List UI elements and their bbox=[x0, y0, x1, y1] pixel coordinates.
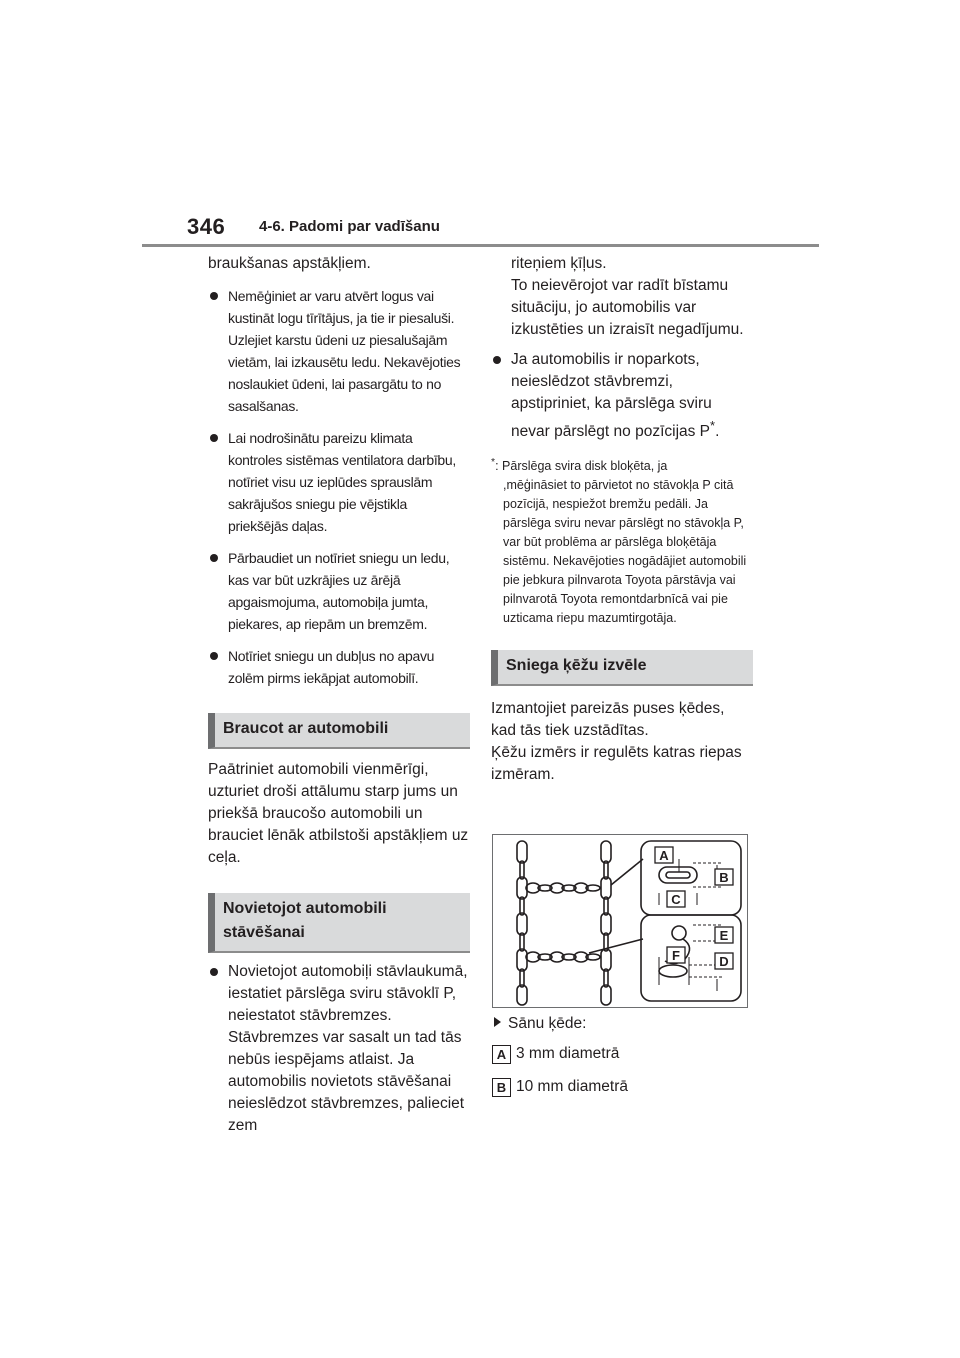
page-number: 346 bbox=[187, 214, 226, 239]
list-item bbox=[208, 427, 470, 537]
bullet-dot-icon bbox=[493, 356, 501, 364]
list-item-text: Novietojot automobiļi stāvlaukumā, iestatiet pārslēga sviru stāvoklī P, neiestatot stāvbremzes. Stāvbremzes var sasalt un tad tās nebūs iespējams atlaist. Ja automobilis novietots stāvēšanai neieslēdzot stāvbremzes, palieciet zem bbox=[228, 963, 468, 1134]
bullet-dot-icon bbox=[210, 968, 218, 976]
right-column bbox=[491, 253, 753, 786]
bullet-dot-icon bbox=[210, 292, 218, 300]
list-item-end: . bbox=[715, 423, 720, 441]
list-item-text: Lai nodrošinātu pareizu klimata kontroles sistēmas ventilatora darbību, notīriet visu uz ieplūdes sprauslām sakrājušos sniegu pie vējstikla priekšējās daļas. bbox=[228, 430, 456, 534]
bullet-dot-icon bbox=[210, 434, 218, 442]
right-chain-column bbox=[601, 841, 611, 1005]
footnote bbox=[491, 453, 753, 628]
legend-text-a: 3 mm diametrā bbox=[516, 1045, 620, 1062]
driving-text: Paātriniet automobili vienmērīgi, uzturiet droši attālumu starp jums un priekšā braucošo automobili un brauciet lēnāk atbilstoši apstākļiem uz ceļa. bbox=[208, 761, 469, 866]
footnote-marker: * bbox=[491, 457, 496, 469]
upper-cross-chain bbox=[526, 883, 600, 893]
figure-label-e-text: E bbox=[719, 928, 729, 943]
footnote-colon: : bbox=[495, 459, 499, 474]
snow-chain-figure bbox=[492, 834, 748, 1008]
legend-text-b: 10 mm diametrā bbox=[516, 1078, 628, 1095]
legend-row-b bbox=[492, 1077, 628, 1097]
figure-label-c bbox=[667, 891, 685, 907]
list-item-text: Pārbaudiet un notīriet sniegu un ledu, kas var būt uzkrājies uz ārējā apgaismojuma, automobiļa jumta, piekares, ap riepām un bremzēm. bbox=[228, 550, 450, 632]
legend-row-a bbox=[492, 1044, 619, 1064]
footnote-first-line: Pārslēga svira disk bloķēta, ja bbox=[502, 459, 668, 474]
snow-chain-diagram bbox=[493, 835, 747, 1007]
intro-text: braukšanas apstākļiem. bbox=[208, 255, 371, 272]
side-chain-label: Sānu ķēde: bbox=[508, 1015, 587, 1032]
triangle-arrow-icon bbox=[494, 1017, 501, 1027]
legend-key-a: A bbox=[492, 1045, 511, 1064]
list-item bbox=[208, 961, 470, 1137]
list-item-text: Ja automobilis ir noparkots, neieslēdzot stāvbremzi, apstipriniet, ka pārslēga sviru nevar pārslēgt no pozīcijas P bbox=[511, 351, 712, 441]
section-title: 4-6. Padomi par vadīšanu bbox=[259, 218, 440, 235]
list-item-text: Nemēģiniet ar varu atvērt logus vai kustināt logu tīrītājus, ja tie ir piesaluši. Uzlejiet karstu ūdeni uz piesalušajām vietām, lai izkausētu ledu. Nekavējoties noslaukiet ūdeni, lai pasargātu to no sasalšanas. bbox=[228, 288, 461, 414]
heading-parking: Novietojot automobili stāvēšanai bbox=[208, 893, 470, 953]
figure-label-f bbox=[667, 947, 685, 963]
legend-key-b: B bbox=[492, 1078, 511, 1097]
figure-label-c-text: C bbox=[671, 892, 681, 907]
left-chain-column bbox=[517, 841, 527, 1005]
list-item bbox=[208, 285, 470, 417]
chain-text: Izmantojiet pareizās puses ķēdes, kad tās tiek uzstādītas. Ķēžu izmērs ir regulēts katras riepas izmēram. bbox=[491, 700, 742, 784]
figure-label-f-text: F bbox=[672, 948, 680, 963]
list-item bbox=[491, 349, 753, 443]
bullet-dot-icon bbox=[210, 554, 218, 562]
lower-cross-chain bbox=[526, 952, 600, 962]
figure-label-a-text: A bbox=[659, 848, 669, 863]
figure-label-b-text: B bbox=[719, 870, 729, 885]
heading-driving: Braucot ar automobili bbox=[208, 713, 470, 749]
park-check-list bbox=[491, 349, 753, 443]
figure-label-b bbox=[715, 869, 733, 885]
list-item bbox=[208, 645, 470, 689]
left-column bbox=[208, 253, 470, 1147]
winter-tips-list bbox=[208, 285, 470, 689]
heading-chains: Sniega ķēžu izvēle bbox=[491, 650, 753, 686]
figure-label-e bbox=[715, 927, 733, 943]
header-rule bbox=[142, 244, 819, 247]
side-chain-item bbox=[494, 1013, 586, 1035]
footnote-ref: * bbox=[710, 418, 716, 433]
figure-label-d bbox=[715, 953, 733, 969]
footnote-body: ,mēģināsiet to pārvietot no stāvokļa P citā pozīcijā, nespiežot bremžu pedāli. Ja pārslēga sviru nevar pārslēgt no stāvokļa P, var būt problēma ar pārslēga bloķētāja sistēmu. Nekavējoties nogādājiet automobili pie jebkura pilnvarota Toyota pārstāvja vai pilnvarotā Toyota remontdarbnīcā vai pie uzticama riepu mazumtirgotāja. bbox=[503, 478, 747, 626]
list-item-text: Notīriet sniegu un dubļus no apavu zolēm pirms iekāpjat automobilī. bbox=[228, 648, 435, 686]
figure-label-a bbox=[655, 847, 673, 863]
parking-list bbox=[208, 961, 470, 1137]
parking-continuation: riteņiem ķīļus. To neievērojot var radīt bīstamu situāciju, jo automobilis var izkustēties un izraisīt negadījumu. bbox=[511, 255, 744, 338]
list-item bbox=[208, 547, 470, 635]
bullet-dot-icon bbox=[210, 652, 218, 660]
figure-label-d-text: D bbox=[719, 954, 729, 969]
